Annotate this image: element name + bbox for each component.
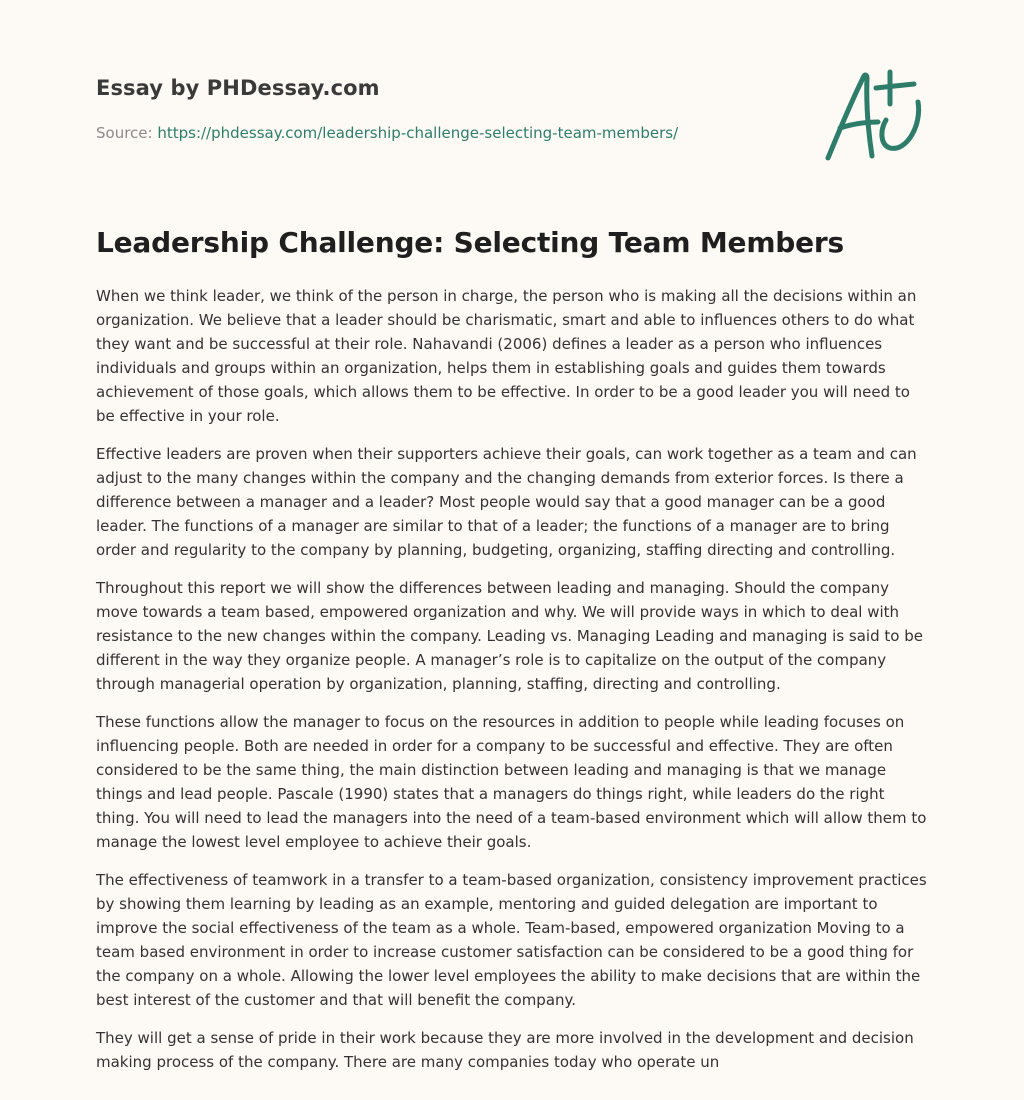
essay-body [96, 284, 932, 1088]
essay-paragraph: When we think leader, we think of the person in charge, the person who is making all the decisions within an organization. We believe that a leader should be charismatic, smart and able to influences others to do what they want and be successful at their role. Nahavandi (2006) defines a leader as a person who influences individuals and groups within an organization, helps them in establishing goals and guides them towards achievement of those goals, which allows them to be effective. In order to be a good leader you will need to be effective in your role. [96, 287, 917, 425]
essay-paragraph: These functions allow the manager to focus on the resources in addition to people while leading focuses on influencing people. Both are needed in order for a company to be successful and effective. They are often considered to be the same thing, the main distinction between leading and managing is that we manage things and lead people. Pascale (1990) states that a managers do things right, while leaders do the right thing. You will need to lead the managers into the need of a team-based environment which will allow them to manage the lowest level employee to achieve their goals. [96, 713, 927, 851]
source-label: Source: [96, 124, 158, 142]
essay-paragraph: The effectiveness of teamwork in a transfer to a team-based organization, consistency improvement practices by showing them learning by leading as an example, mentoring and guided delegation are important to improve the social effectiveness of the team as a whole. Team-based, empowered organization Moving to a team based environment in order to increase customer satisfaction can be considered to be a good thing for the company on a whole. Allowing the lower level employees the ability to make decisions that are within the best interest of the customer and that will benefit the company. [96, 871, 927, 1009]
essay-paragraph: Throughout this report we will show the differences between leading and managing. Should the company move towards a team based, empowered organization and why. We will provide ways in which to deal with resistance to the new changes within the company. Leading vs. Managing Leading and managing is said to be different in the way they organize people. A manager’s role is to capitalize on the output of the company through managerial operation by organization, planning, staffing, directing and controlling. [96, 579, 923, 693]
source-link[interactable]: https://phdessay.com/leadership-challenge-selecting-team-members/ [157, 124, 679, 142]
site-title: Essay by PHDessay.com [96, 76, 380, 100]
essay-paragraph: Effective leaders are proven when their supporters achieve their goals, can work together as a team and can adjust to the many changes within the company and the changing demands from exterior forces. Is there a difference between a manager and a leader? Most people would say that a good manager can be a good leader. The functions of a manager are similar to that of a leader; the functions of a manager are to bring order and regularity to the company by planning, budgeting, organizing, staffing directing and controlling. [96, 445, 917, 559]
essay-paragraph: They will get a sense of pride in their work because they are more involved in the development and decision making process of the company. There are many companies today who operate un [96, 1029, 914, 1071]
source-line [96, 124, 678, 142]
essay-title: Leadership Challenge: Selecting Team Members [96, 226, 845, 259]
a-plus-logo-icon [818, 64, 928, 168]
